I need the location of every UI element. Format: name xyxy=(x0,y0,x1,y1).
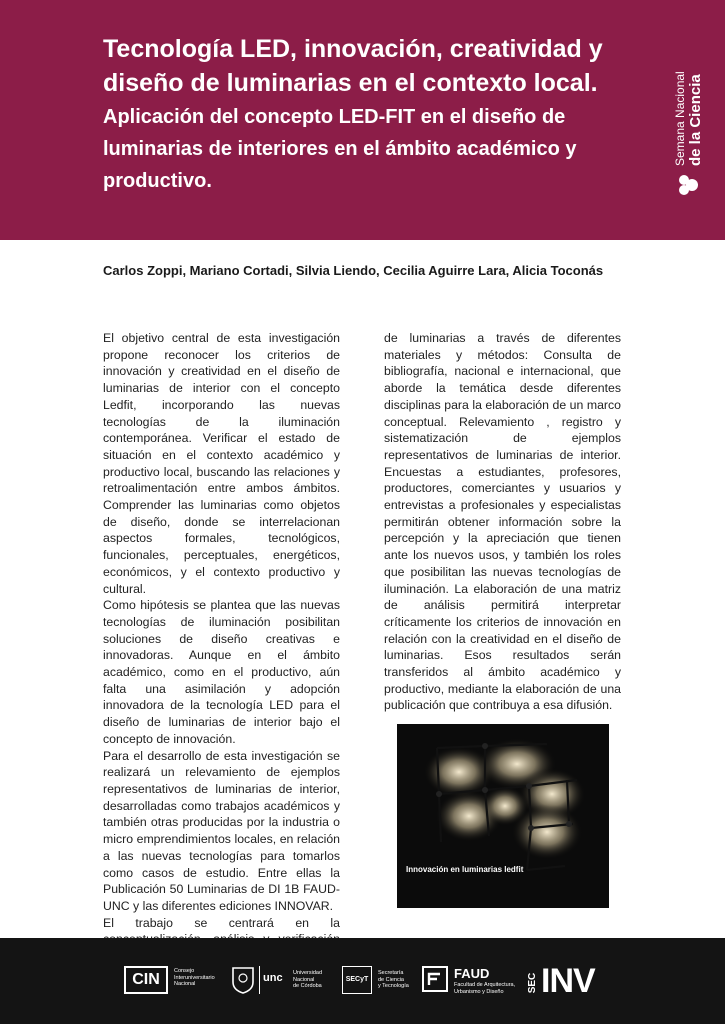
paragraph: Como hipótesis se plantea que las nuevas tecnologías de iluminación posibilitan soluciones de diseño creativas e innovadoras. Aunque en el ámbito académico, como en el productivo, aún falta una asimilación y adopción innovadora de la tecnología LED para el diseño de luminarias de interior bajo el concepto de innovación. xyxy=(103,598,340,746)
footer-logos: CIN Consejo Interuniversitario Nacional unc Universidad Nacional de Córdoba SECyT Secretaría de Ciencia y Tecnología FAUD Facultad de Arquitectura, Urbanismo y Diseño SEC INV xyxy=(0,938,725,1024)
unc-logo-mark: unc xyxy=(263,972,283,984)
semana-ciencia-logo-icon xyxy=(677,172,699,196)
faud-logo-mark: FAUD xyxy=(454,966,490,981)
led-grid-illustration xyxy=(397,724,609,908)
cin-logo-mark: CIN xyxy=(124,966,168,994)
secyt-logo-mark: SECyT xyxy=(342,966,372,994)
paragraph: El objetivo central de esta investigación propone reconocer los criterios de innovación y creatividad en el diseño de luminarias de interior con el concepto Ledfit, incorporando las nuevas tecnologías de la iluminación contemporánea. Verificar el estado de situación en el contexto académico y productivo local, buscando las relaciones y retroalimentación entre ambos ámbitos. Comprender las luminarias como objetos de diseño, donde se interrelacionan aspectos formales, tecnológicos, funcionales, perceptuales, energéticos, económicos, y el contexto productivo y cultural. xyxy=(103,331,340,596)
header-banner xyxy=(0,0,725,240)
paragraph: El trabajo se centrará en la xyxy=(103,915,340,930)
body-column-left xyxy=(103,330,340,965)
secinv-sec-label: SEC xyxy=(527,972,538,994)
title-main: Tecnología LED, innovación, creatividad y diseño de luminarias en el contexto local. xyxy=(103,35,603,97)
figure-caption: Innovación en luminarias ledfit xyxy=(406,865,524,874)
faud-mark-icon xyxy=(422,966,448,992)
paragraph: Para el desarrollo de esta investigación se realizará un relevamiento de ejemplos representativos de luminarias de interior, desarrolladas como trabajos académicos y también otras producidas por la industria o micro emprendimientos locales, en relación a las nuevas tecnologías para tomarlos como casos de estudio. Entre ellas la Publicación 50 Luminarias de DI 1B FAUD-UNC y las diferentes ediciones INNOVAR. xyxy=(103,748,340,913)
badge-line-2: de la Ciencia xyxy=(687,74,704,166)
body-column-right xyxy=(384,330,621,714)
poster-title xyxy=(103,34,623,198)
paragraph: de luminarias a través de diferentes materiales y métodos: Consulta de bibliografía, nacional e internacional, que aborde la temática desde diferentes disciplinas para la elaboración de un marco conceptual. Relevamiento , registro y sistematización de ejemplos representativos de luminarias de interior. Encuestas a estudiantes, profesores, productores, comerciantes y usuarios y entrevistas a profesionales y especialistas permitirán obtener información sobre la percepción y la apreciación que tienen ante los nuevos usos, y también los roles que posibilitan las nuevas tecnologías de iluminación. La elaboración de una matriz de análisis permitirá interpretar críticamente los criterios de innovación en relación con la creatividad en el diseño de luminarias. Esos resultados serán transferidos al ámbito académico y productivo, mediante la elaboración de una publicación que contribuya a esa difusión. xyxy=(384,331,621,713)
luminaire-photo xyxy=(397,724,609,908)
authors-line: Carlos Zoppi, Mariano Cortadi, Silvia Liendo, Cecilia Aguirre Lara, Alicia Toconás xyxy=(103,263,604,278)
badge-line-1: Semana Nacional xyxy=(673,71,687,166)
unc-shield-icon xyxy=(231,966,255,994)
title-subtitle: Aplicación del concepto LED-FIT en el diseño de luminarias de interiores en el ámbito académico y productivo. xyxy=(103,106,577,192)
semana-ciencia-badge xyxy=(666,40,710,196)
secinv-logo-mark: INV xyxy=(541,962,595,1000)
